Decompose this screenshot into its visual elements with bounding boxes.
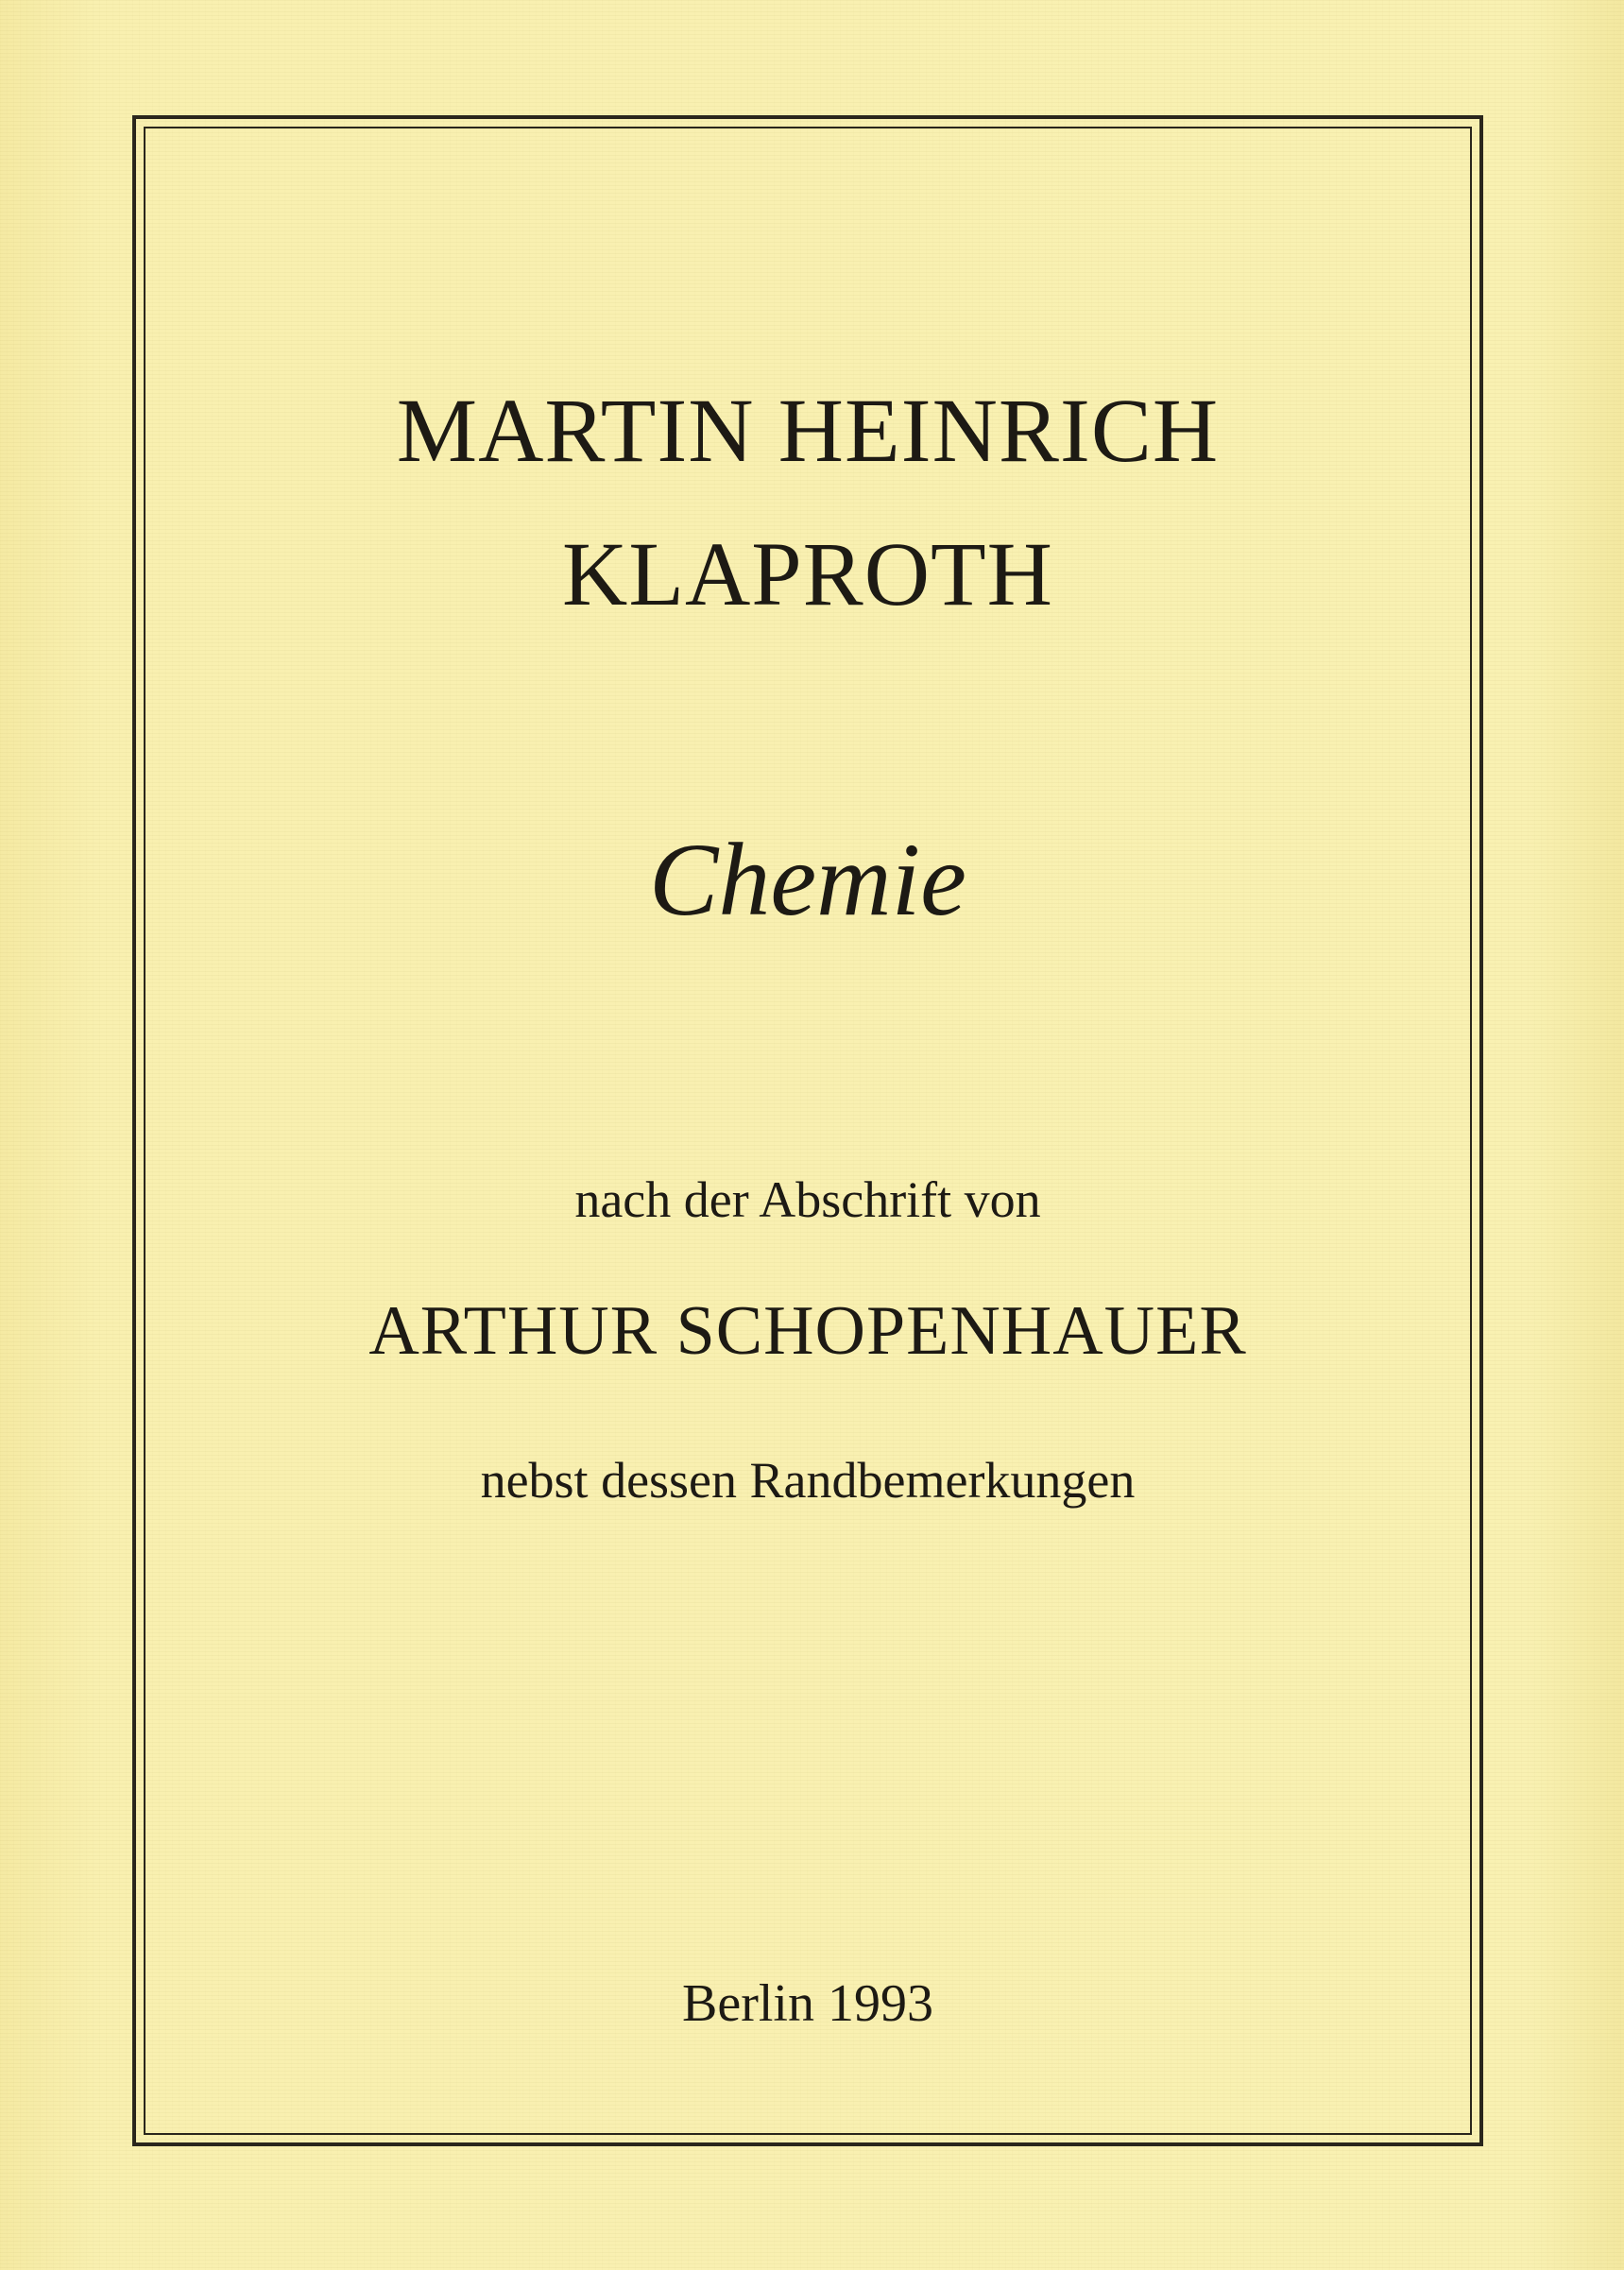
subtitle-annotations-note: nebst dessen Randbemerkungen [480,1452,1136,1509]
author-name-line-2: KLAPROTH [561,523,1053,624]
author-name-line-1: MARTIN HEINRICH [396,380,1220,481]
transcriber-name: ARTHUR SCHOPENHAUER [368,1292,1247,1370]
imprint-place-year: Berlin 1993 [682,1974,933,2033]
subtitle-transcription-note: nach der Abschrift von [574,1171,1041,1228]
book-title: Chemie [648,822,966,937]
